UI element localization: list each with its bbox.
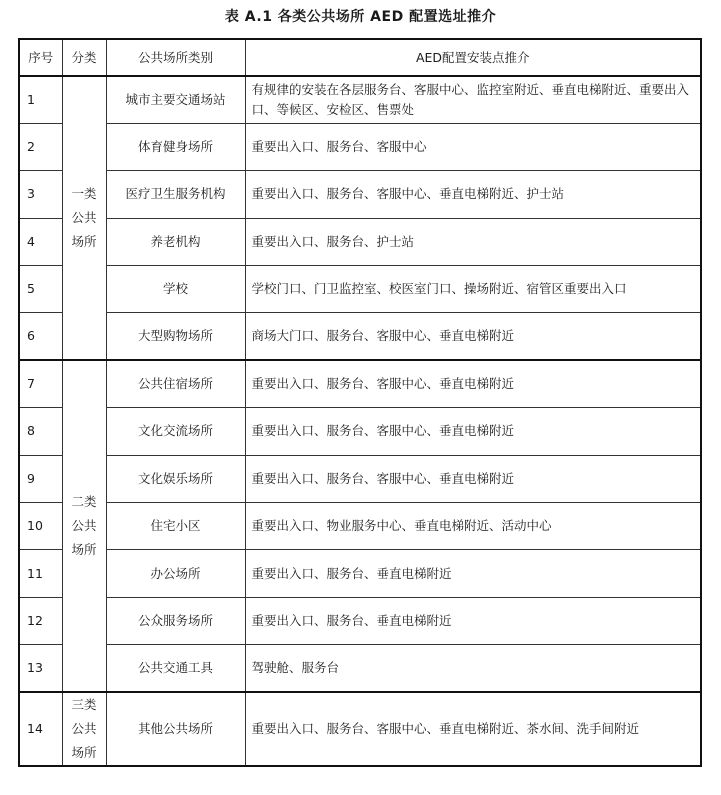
category-label-line: 公共 [71,210,97,226]
header-positions: AED配置安装点推介 [245,39,701,76]
seq-cell: 4 [19,218,62,265]
type-cell: 大型购物场所 [106,313,245,360]
table-row [19,408,701,455]
seq-cell: 13 [19,645,62,692]
table-row [19,76,701,123]
table-row [19,218,701,265]
table-row [19,171,701,218]
seq-cell: 6 [19,313,62,360]
type-cell: 学校 [106,266,245,313]
seq-cell: 9 [19,455,62,502]
positions-cell: 重要出入口、服务台、客服中心、垂直电梯附近 [245,455,701,502]
positions-cell: 重要出入口、服务台、客服中心、垂直电梯附近 [245,408,701,455]
category-label-line: 场所 [71,745,97,761]
seq-cell: 2 [19,123,62,170]
category-label-line: 公共 [71,518,97,534]
aed-placement-table [18,38,702,767]
type-cell: 住宅小区 [106,503,245,550]
seq-cell: 1 [19,76,62,123]
header-seq: 序号 [19,39,62,76]
table-title: 表 A.1 各类公共场所 AED 配置选址推介 [224,9,497,25]
header-type: 公共场所类别 [106,39,245,76]
type-cell: 公众服务场所 [106,597,245,644]
category-label-line: 公共 [71,721,97,737]
table-row [19,455,701,502]
table-row [19,360,701,407]
seq-cell: 5 [19,266,62,313]
positions-cell: 驾驶舱、服务台 [245,645,701,692]
table-row [19,645,701,692]
positions-cell: 重要出入口、服务台、护士站 [245,218,701,265]
type-cell: 文化娱乐场所 [106,455,245,502]
table-row [19,123,701,170]
table-row [19,266,701,313]
category-label-line: 场所 [71,234,97,250]
type-cell: 公共住宿场所 [106,360,245,407]
seq-cell: 14 [19,692,62,766]
table-row [19,550,701,597]
seq-cell: 7 [19,360,62,407]
positions-cell: 重要出入口、服务台、客服中心、垂直电梯附近 [245,360,701,407]
category-label-line: 二类 [71,494,97,510]
category-label-line: 场所 [71,542,97,558]
category-cell [62,76,106,360]
positions-cell: 重要出入口、物业服务中心、垂直电梯附近、活动中心 [245,503,701,550]
type-cell: 医疗卫生服务机构 [106,171,245,218]
positions-cell: 重要出入口、服务台、垂直电梯附近 [245,550,701,597]
type-cell: 体育健身场所 [106,123,245,170]
seq-cell: 3 [19,171,62,218]
table-row [19,503,701,550]
header-row [19,39,701,76]
seq-cell: 12 [19,597,62,644]
table-row [19,692,701,766]
category-cell [62,692,106,766]
positions-cell: 重要出入口、服务台、客服中心、垂直电梯附近、护士站 [245,171,701,218]
seq-cell: 11 [19,550,62,597]
seq-cell: 10 [19,503,62,550]
type-cell: 养老机构 [106,218,245,265]
positions-cell: 重要出入口、服务台、客服中心、垂直电梯附近、茶水间、洗手间附近 [245,692,701,766]
type-cell: 文化交流场所 [106,408,245,455]
type-cell: 公共交通工具 [106,645,245,692]
positions-cell: 商场大门口、服务台、客服中心、垂直电梯附近 [245,313,701,360]
positions-cell: 学校门口、门卫监控室、校医室门口、操场附近、宿管区重要出入口 [245,266,701,313]
positions-cell: 重要出入口、服务台、客服中心 [245,123,701,170]
type-cell: 办公场所 [106,550,245,597]
positions-cell: 有规律的安装在各层服务台、客服中心、监控室附近、垂直电梯附近、重要出入口、等候区、安检区、售票处 [245,76,701,123]
category-label-line: 一类 [71,186,97,202]
category-label-line: 三类 [71,697,97,713]
header-category: 分类 [62,39,106,76]
positions-cell: 重要出入口、服务台、垂直电梯附近 [245,597,701,644]
type-cell: 其他公共场所 [106,692,245,766]
table-row [19,597,701,644]
table-row [19,313,701,360]
category-cell [62,360,106,692]
type-cell: 城市主要交通场站 [106,76,245,123]
seq-cell: 8 [19,408,62,455]
